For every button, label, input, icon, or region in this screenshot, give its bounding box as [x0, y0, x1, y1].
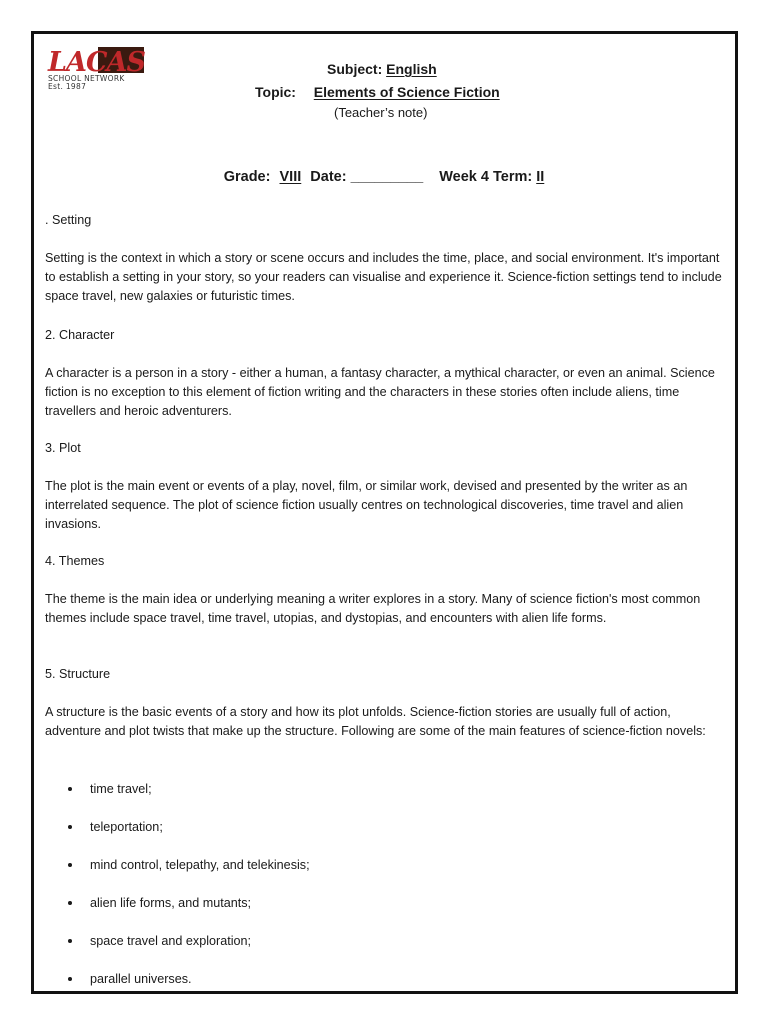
grade-label: Grade:	[223, 169, 271, 185]
section-heading-themes: 4. Themes	[45, 554, 105, 568]
svg-text:LA: LA	[48, 47, 86, 76]
features-list	[45, 781, 310, 1009]
section-text-structure: A structure is the basic events of a story and how its plot unfolds. Science-fiction stories are usually full of action, adventure and plot twists that make up the structure. Following are some of the main features of science-fiction novels:	[45, 705, 706, 738]
grade-line	[0, 169, 768, 185]
date-label: Date:	[310, 169, 347, 185]
topic-line	[255, 84, 500, 100]
svg-text:CAS: CAS	[86, 47, 145, 76]
section-text-plot: The plot is the main event or events of a play, novel, film, or similar work, devised and presented by the writer as an interrelated sequence. The plot of science fiction usually centres on technological discoveries, time travel and alien invasions.	[45, 479, 688, 531]
school-logo	[46, 46, 146, 96]
subject-label: Subject:	[327, 61, 383, 77]
feature-label: alien life forms, and mutants;	[90, 896, 251, 910]
lacas-logo-icon	[46, 46, 146, 76]
bullet-icon	[68, 939, 72, 943]
bullet-icon	[68, 825, 72, 829]
feature-label: teleportation;	[90, 820, 163, 834]
section-heading-setting: . Setting	[45, 213, 92, 227]
section-text-setting: Setting is the context in which a story or scene occurs and includes the time, place, and social environment. It's important to establish a setting in your story, so your readers can visualise and experience it. Science-fiction settings tend to include space travel, new galaxies or futuristic times.	[45, 251, 722, 303]
subject-value: English	[386, 61, 437, 77]
bullet-icon	[68, 863, 72, 867]
teachers-note: (Teacher’s note)	[334, 105, 428, 120]
term-value: II	[536, 169, 545, 185]
logo-est-text: Est. 1987	[48, 82, 87, 91]
list-item	[45, 895, 310, 933]
section-heading-structure: 5. Structure	[45, 667, 111, 681]
topic-value: Elements of Science Fiction	[313, 84, 500, 100]
list-item	[45, 819, 310, 857]
feature-label: space travel and exploration;	[90, 934, 252, 948]
list-item	[45, 971, 310, 1009]
logo-network-text: SCHOOL NETWORK	[48, 74, 125, 83]
section-heading-plot: 3. Plot	[45, 441, 81, 455]
list-item	[45, 933, 310, 971]
bullet-icon	[68, 787, 72, 791]
feature-label: parallel universes.	[90, 972, 192, 986]
section-text-themes: The theme is the main idea or underlying meaning a writer explores in a story. Many of science fiction's most common themes include space travel, time travel, utopias, and dystopias, and encounters with alien life forms.	[45, 592, 701, 625]
bullet-icon	[68, 977, 72, 981]
topic-label: Topic:	[255, 84, 296, 100]
list-item	[45, 857, 310, 895]
date-blank: _________	[350, 169, 424, 185]
feature-label: time travel;	[90, 782, 152, 796]
grade-value: VIII	[279, 169, 302, 185]
section-heading-character: 2. Character	[45, 328, 115, 342]
feature-label: mind control, telepathy, and telekinesis;	[90, 858, 310, 872]
section-text-character: A character is a person in a story - either a human, a fantasy character, a mythical character, or even an animal. Science fiction is no exception to this element of fiction writing and the characters in these stories often include aliens, time travellers and heroic adventurers.	[45, 366, 715, 418]
list-item	[45, 781, 310, 819]
bullet-icon	[68, 901, 72, 905]
subject-line	[327, 61, 437, 77]
week-term-label: Week 4 Term:	[439, 169, 533, 185]
